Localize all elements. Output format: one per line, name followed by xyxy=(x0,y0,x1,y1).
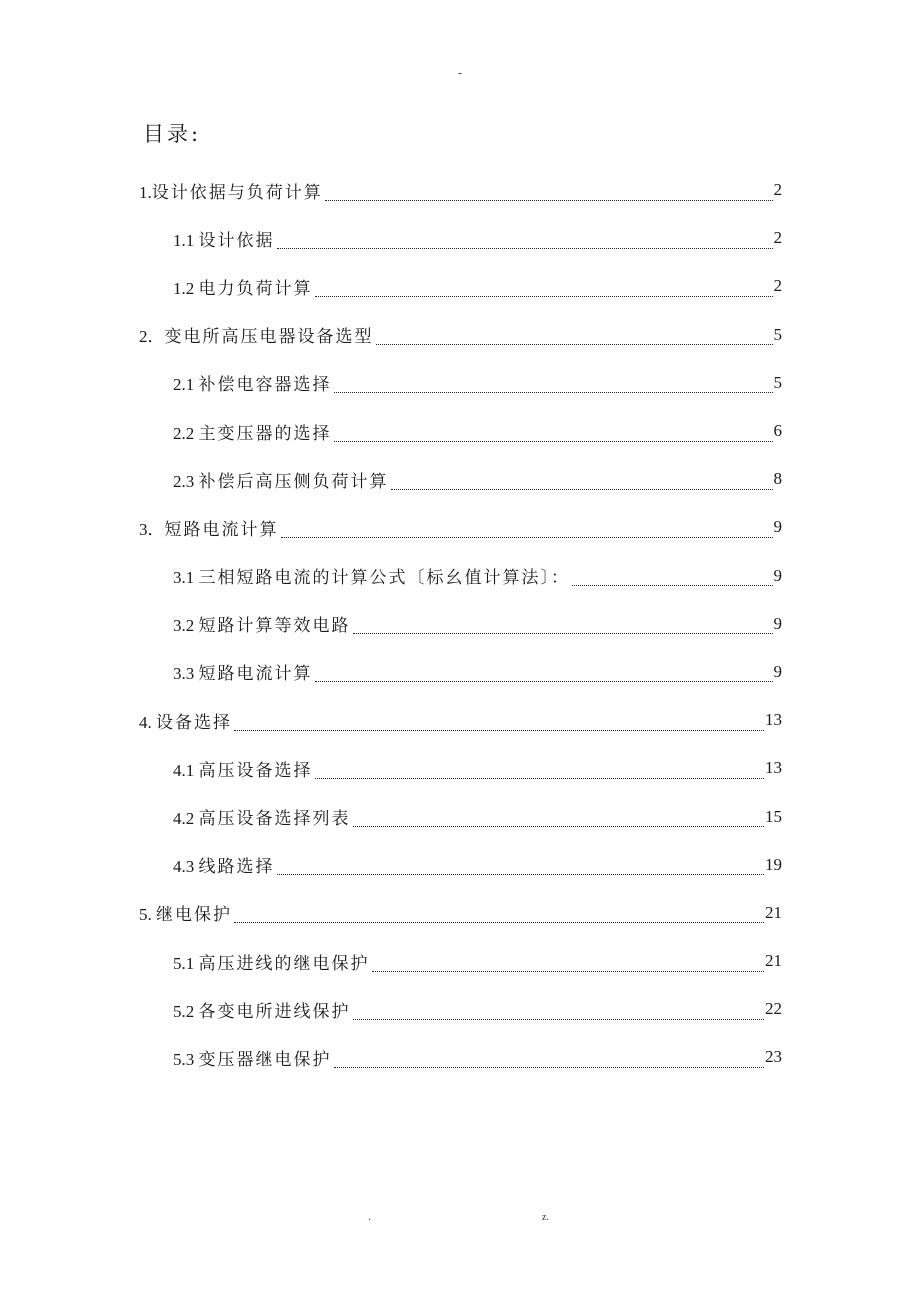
dot-leader xyxy=(315,778,765,779)
toc-entry-text: 高压设备选择列表 xyxy=(198,809,351,830)
toc-entry[interactable] xyxy=(139,552,782,600)
page-footer-right: z. xyxy=(542,1212,549,1223)
toc-entry-number: 5.3 xyxy=(173,1049,199,1069)
page-header-mark: - xyxy=(457,66,463,80)
toc-entry-number: 2.2 xyxy=(173,423,199,443)
page-footer-left: . xyxy=(368,1212,372,1223)
toc-entry-page: 8 xyxy=(773,469,782,489)
toc-entry-text: 补偿电容器选择 xyxy=(198,375,332,396)
toc-entry-text: 短路电流计算 xyxy=(198,664,313,685)
toc-entry-label xyxy=(173,852,277,877)
toc-entry-text: 各变电所进线保护 xyxy=(198,1001,351,1022)
toc-entry-number: 4.2 xyxy=(173,809,199,829)
toc-entry-page: 6 xyxy=(773,421,782,441)
toc-entry[interactable] xyxy=(139,214,782,262)
toc-entry-page: 13 xyxy=(765,758,782,778)
toc-entry-page: 9 xyxy=(773,517,782,537)
toc-entry-text: 设计依据与负荷计算 xyxy=(151,182,323,203)
toc-entry[interactable] xyxy=(139,696,782,744)
dot-leader xyxy=(281,537,773,538)
toc-entry[interactable] xyxy=(139,841,782,889)
dot-leader xyxy=(353,826,765,827)
dot-leader xyxy=(353,1019,765,1020)
dot-leader xyxy=(315,296,773,297)
dot-leader xyxy=(334,392,773,393)
toc-entry-number: 3． xyxy=(139,519,165,539)
dot-leader xyxy=(376,344,773,345)
toc-entry-text: 变压器继电保护 xyxy=(198,1049,332,1070)
toc-entry-text: 电力负荷计算 xyxy=(198,278,313,299)
toc-entry-label xyxy=(173,467,391,492)
toc-entry-number: 3.1 xyxy=(173,568,199,588)
toc-entry-page: 2 xyxy=(773,180,782,200)
toc-entry-number: 5. xyxy=(139,905,156,925)
toc-entry-text: 线路选择 xyxy=(198,857,275,878)
toc-entry-page: 23 xyxy=(765,1047,782,1067)
toc-entry-page: 2 xyxy=(773,228,782,248)
toc-entry-text: 设计依据 xyxy=(198,230,275,251)
toc-entry-text: 高压设备选择 xyxy=(198,760,313,781)
toc-entry[interactable] xyxy=(139,262,782,310)
toc-entry-page: 5 xyxy=(773,324,782,344)
toc-entry-number: 5.2 xyxy=(173,1001,199,1021)
toc-entry-number: 5.1 xyxy=(173,953,199,973)
toc-entry[interactable] xyxy=(139,166,782,214)
toc-entry-page: 21 xyxy=(765,951,782,971)
toc-entry-label xyxy=(173,659,315,684)
toc-entry-label xyxy=(173,611,353,636)
toc-entry-number: 1.2 xyxy=(173,278,199,298)
toc-entry-text: 继电保护 xyxy=(156,905,232,926)
toc-entry-label xyxy=(173,949,372,974)
toc-entry[interactable] xyxy=(139,311,782,359)
toc-entry[interactable] xyxy=(139,407,782,455)
dot-leader xyxy=(391,489,773,490)
dot-leader xyxy=(334,441,773,442)
toc-entry-page: 9 xyxy=(773,613,782,633)
toc-entry-label xyxy=(173,370,334,395)
toc-entry-text: 补偿后高压侧负荷计算 xyxy=(198,471,389,492)
dot-leader xyxy=(277,874,765,875)
toc-entry-page: 19 xyxy=(765,854,782,874)
toc-entry-page: 5 xyxy=(773,372,782,392)
toc-entry-label xyxy=(139,708,234,733)
toc-entry[interactable] xyxy=(139,744,782,792)
dot-leader xyxy=(277,248,773,249)
dot-leader xyxy=(234,730,764,731)
toc-entry[interactable] xyxy=(139,937,782,985)
toc-entry-label xyxy=(173,1045,334,1070)
dot-leader xyxy=(325,200,773,201)
dot-leader xyxy=(372,971,765,972)
toc-entry-page: 2 xyxy=(773,276,782,296)
toc-entry-text: 三相短路电流的计算公式〔标幺值计算法〕： xyxy=(198,568,570,589)
toc-entry-label xyxy=(173,756,315,781)
table-of-contents xyxy=(139,166,782,1082)
toc-entry[interactable] xyxy=(139,792,782,840)
toc-entry-number: 4.3 xyxy=(173,857,199,877)
dot-leader xyxy=(353,633,773,634)
toc-entry-label xyxy=(173,804,353,829)
toc-entry-label xyxy=(173,274,315,299)
toc-entry-label xyxy=(173,563,572,588)
toc-entry-text: 短路电流计算 xyxy=(164,519,279,540)
toc-entry-number: 1.1 xyxy=(173,230,199,250)
toc-entry-label xyxy=(173,226,277,251)
toc-entry-text: 主变压器的选择 xyxy=(198,423,332,444)
toc-entry[interactable] xyxy=(139,359,782,407)
dot-leader xyxy=(334,1067,765,1068)
toc-entry[interactable] xyxy=(139,985,782,1033)
toc-entry-number: 3.2 xyxy=(173,616,199,636)
dot-leader xyxy=(572,585,773,586)
toc-entry[interactable] xyxy=(139,455,782,503)
toc-entry-page: 9 xyxy=(773,565,782,585)
toc-entry-text: 短路计算等效电路 xyxy=(198,616,351,637)
toc-entry-number: 4.1 xyxy=(173,760,199,780)
toc-entry-page: 13 xyxy=(765,710,782,730)
toc-entry-label xyxy=(139,515,281,540)
toc-entry[interactable] xyxy=(139,1033,782,1081)
toc-entry-label xyxy=(139,900,234,925)
toc-entry-number: 4. xyxy=(139,712,156,732)
toc-entry[interactable] xyxy=(139,889,782,937)
toc-entry[interactable] xyxy=(139,648,782,696)
toc-entry-number: 2． xyxy=(139,327,165,347)
toc-entry[interactable] xyxy=(139,503,782,551)
toc-entry-number: 2.1 xyxy=(173,375,199,395)
toc-title: 目录: xyxy=(143,122,202,146)
toc-entry-page: 15 xyxy=(765,806,782,826)
toc-entry-page: 21 xyxy=(765,902,782,922)
toc-entry-number: 2.3 xyxy=(173,471,199,491)
toc-entry-number: 1. xyxy=(139,182,152,202)
toc-entry-label xyxy=(173,997,353,1022)
toc-entry-text: 高压进线的继电保护 xyxy=(198,953,370,974)
toc-entry-label xyxy=(173,419,334,444)
toc-entry-label xyxy=(139,322,376,347)
toc-entry-label xyxy=(139,178,325,203)
toc-entry-text: 变电所高压电器设备选型 xyxy=(164,327,374,348)
toc-entry-page: 9 xyxy=(773,661,782,681)
dot-leader xyxy=(234,922,764,923)
toc-entry-number: 3.3 xyxy=(173,664,199,684)
toc-entry[interactable] xyxy=(139,600,782,648)
toc-entry-page: 22 xyxy=(765,999,782,1019)
toc-entry-text: 设备选择 xyxy=(156,712,232,733)
dot-leader xyxy=(315,681,773,682)
